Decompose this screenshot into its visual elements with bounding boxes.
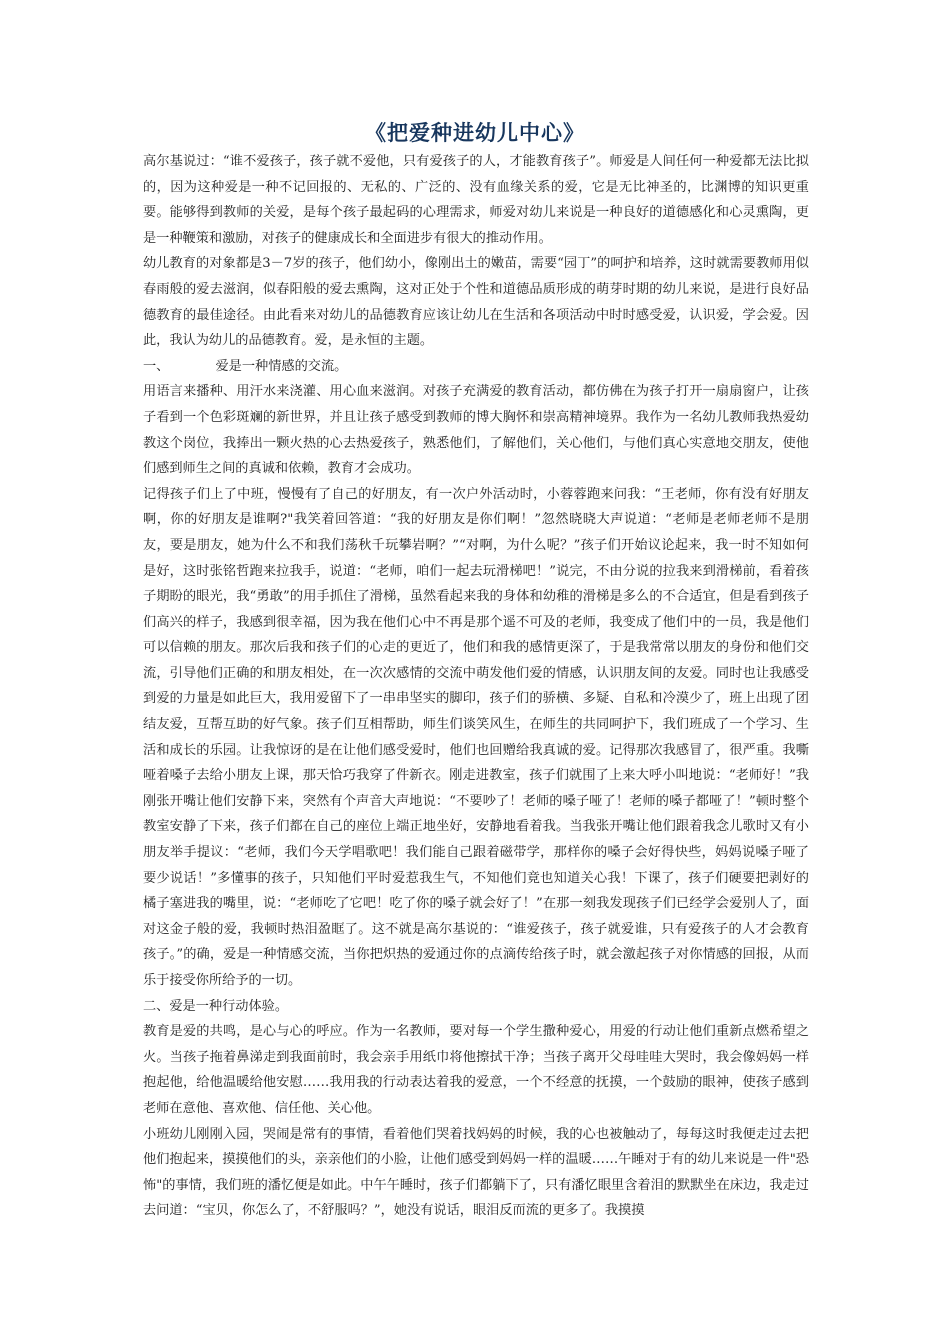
paragraph-early-education: 幼儿教育的对象都是3－7岁的孩子，他们幼小，像刚出土的嫩苗，需要“园丁”的呵护和培养，这时就需要教师用似春雨般的爱去滋润，似春阳般的爱去熏陶，这对正处于个性和道德品质形成的萌芽时期的幼儿来说，是进行良好品德教育的最佳途径。由此看来对幼儿的品德教育应该让幼儿在生活和各项活动中时时感受爱，认识爱，学会爱。因此，我认为幼儿的品德教育。爱，是永恒的主题。 (143, 256, 809, 349)
paragraph-small-class-story: 小班幼儿刚刚入园，哭闹是常有的事情，看着他们哭着找妈妈的时候，我的心也被触动了，每每这时我便走过去把他们抱起来，摸摸他们的头，亲亲他们的小脸，让他们感受到妈妈一样的温暖……午睡对于有的幼儿来说是一件"恐怖"的事情，我们班的潘忆便是如此。中午午睡时，孩子们都躺下了，只有潘忆眼里含着泪的默默坐在床边，我走过去问道：“宝贝，你怎么了，不舒服吗？”，她没有说话，眼泪反而流的更多了。我摸摸 (143, 1126, 809, 1219)
document-title: 《把爱种进幼儿中心》 (365, 121, 585, 145)
document-body (143, 149, 809, 1224)
paragraph-love-sowing: 用语言来播种、用汗水来浇灌、用心血来滋润。对孩子充满爱的教育活动，都仿佛在为孩子打开一扇扇窗户，让孩子看到一个色彩斑斓的新世界，并且让孩子感受到教师的博大胸怀和崇高精神境界。我作为一名幼儿教师我热爱幼教这个岗位，我捧出一颗火热的心去热爱孩子，熟悉他们，了解他们，关心他们，与他们真心实意地交朋友，使他们感到师生之间的真诚和依赖，教育才会成功。 (143, 384, 809, 477)
paragraph-education-resonance: 教育是爱的共鸣，是心与心的呼应。作为一名教师，要对每一个学生撒种爱心，用爱的行动让他们重新点燃希望之火。当孩子拖着鼻涕走到我面前时，我会亲手用纸巾将他擦拭干净；当孩子离开父母哇哇大哭时，我会像妈妈一样抱起他，给他温暖给他安慰……我用我的行动表达着我的爱意，一个不经意的抚摸，一个鼓励的眼神，使孩子感到老师在意他、喜欢他、信任他、关心他。 (143, 1024, 809, 1116)
paragraph-middle-class-story: 记得孩子们上了中班，慢慢有了自己的好朋友，有一次户外活动时，小蓉蓉跑来问我：“王老师，你有没有好朋友啊，你的好朋友是谁啊?"我笑着回答道：“我的好朋友是你们啊！”忽然晓晓大声说道：“老师是老师老师不是朋友，要是朋友，她为什么不和我们荡秋千玩攀岩啊？”“对啊，为什么呢？”孩子们开始议论起来，我一时不知如何是好，这时张铭哲跑来拉我手，说道：“老师，咱们一起去玩滑梯吧！”说完，不由分说的拉我来到滑梯前，看着孩子期盼的眼光，我“勇敢”的用手抓住了滑梯，虽然看起来我的身体和幼稚的滑梯是多么的不合适宜，但是看到孩子们高兴的样子，我感到很幸福，因为我在他们心中不再是那个遥不可及的老师，我变成了他们中的一员，我是他们可以信赖的朋友。那次后我和孩子们的心走的更近了，他们和我的感情更深了，于是我常常以朋友的身份和他们交流，引导他们正确的和朋友相处，在一次次感情的交流中萌发他们爱的情感，认识朋友间的友爱。同时也让我感受到爱的力量是如此巨大，我用爱留下了一串串坚实的脚印，孩子们的骄横、多疑、自私和冷漠少了，班上出现了团结友爱，互帮互助的好气象。孩子们互相帮助，师生们谈笑风生，在师生的共同呵护下，我们班成了一个学习、生活和成长的乐园。让我惊讶的是在让他们感受爱时，他们也回赠给我真诚的爱。记得那次我感冒了，很严重。我嘶哑着嗓子去给小朋友上课，那天恰巧我穿了件新衣。刚走进教室，孩子们就围了上来大呼小叫地说：“老师好！”我刚张开嘴让他们安静下来，突然有个声音大声地说：“不要吵了！老师的嗓子哑了！老师的嗓子都哑了！”顿时整个教室安静了下来，孩子们都在自己的座位上端正地坐好，安静地看着我。当我张开嘴让他们跟着我念儿歌时又有小朋友举手提议：“老师，我们今天学唱歌吧！我们能自己跟着磁带学，那样你的嗓子会好得快些，妈妈说嗓子哑了要少说话！”多懂事的孩子，只知他们平时爱惹我生气，不知他们竟也知道关心我！下课了，孩子们硬要把剥好的橘子塞进我的嘴里，说：“老师吃了它吧！吃了你的嗓子就会好了！”在那一刻我发现孩子们已经学会爱别人了，面对这金子般的爱，我顿时热泪盈眶了。这不就是高尔基说的：“谁爱孩子，孩子就爱谁，只有爱孩子的人才会教育孩子。”的确，爱是一种情感交流，当你把炽热的爱通过你的点滴传给孩子时，就会激起孩子对你情感的回报，从而乐于接受你所给予的一切。 (143, 486, 809, 988)
section-heading-two: 二、爱是一种行动体验。 (143, 998, 289, 1014)
section-heading-one: 一、 爱是一种情感的交流。 (143, 358, 348, 374)
paragraph-intro-gorky-quote: 高尔基说过：“谁不爱孩子，孩子就不爱他，只有爱孩子的人，才能教育孩子”。师爱是人间任何一种爱都无法比拟的，因为这种爱是一种不记回报的、无私的、广泛的、没有血缘关系的爱，它是无比神圣的，比渊博的知识更重要。能够得到教师的关爱，是每个孩子最起码的心理需求，师爱对幼儿来说是一种良好的道德感化和心灵熏陶，更是一种鞭策和激励，对孩子的健康成长和全面进步有很大的推动作用。 (143, 154, 809, 246)
